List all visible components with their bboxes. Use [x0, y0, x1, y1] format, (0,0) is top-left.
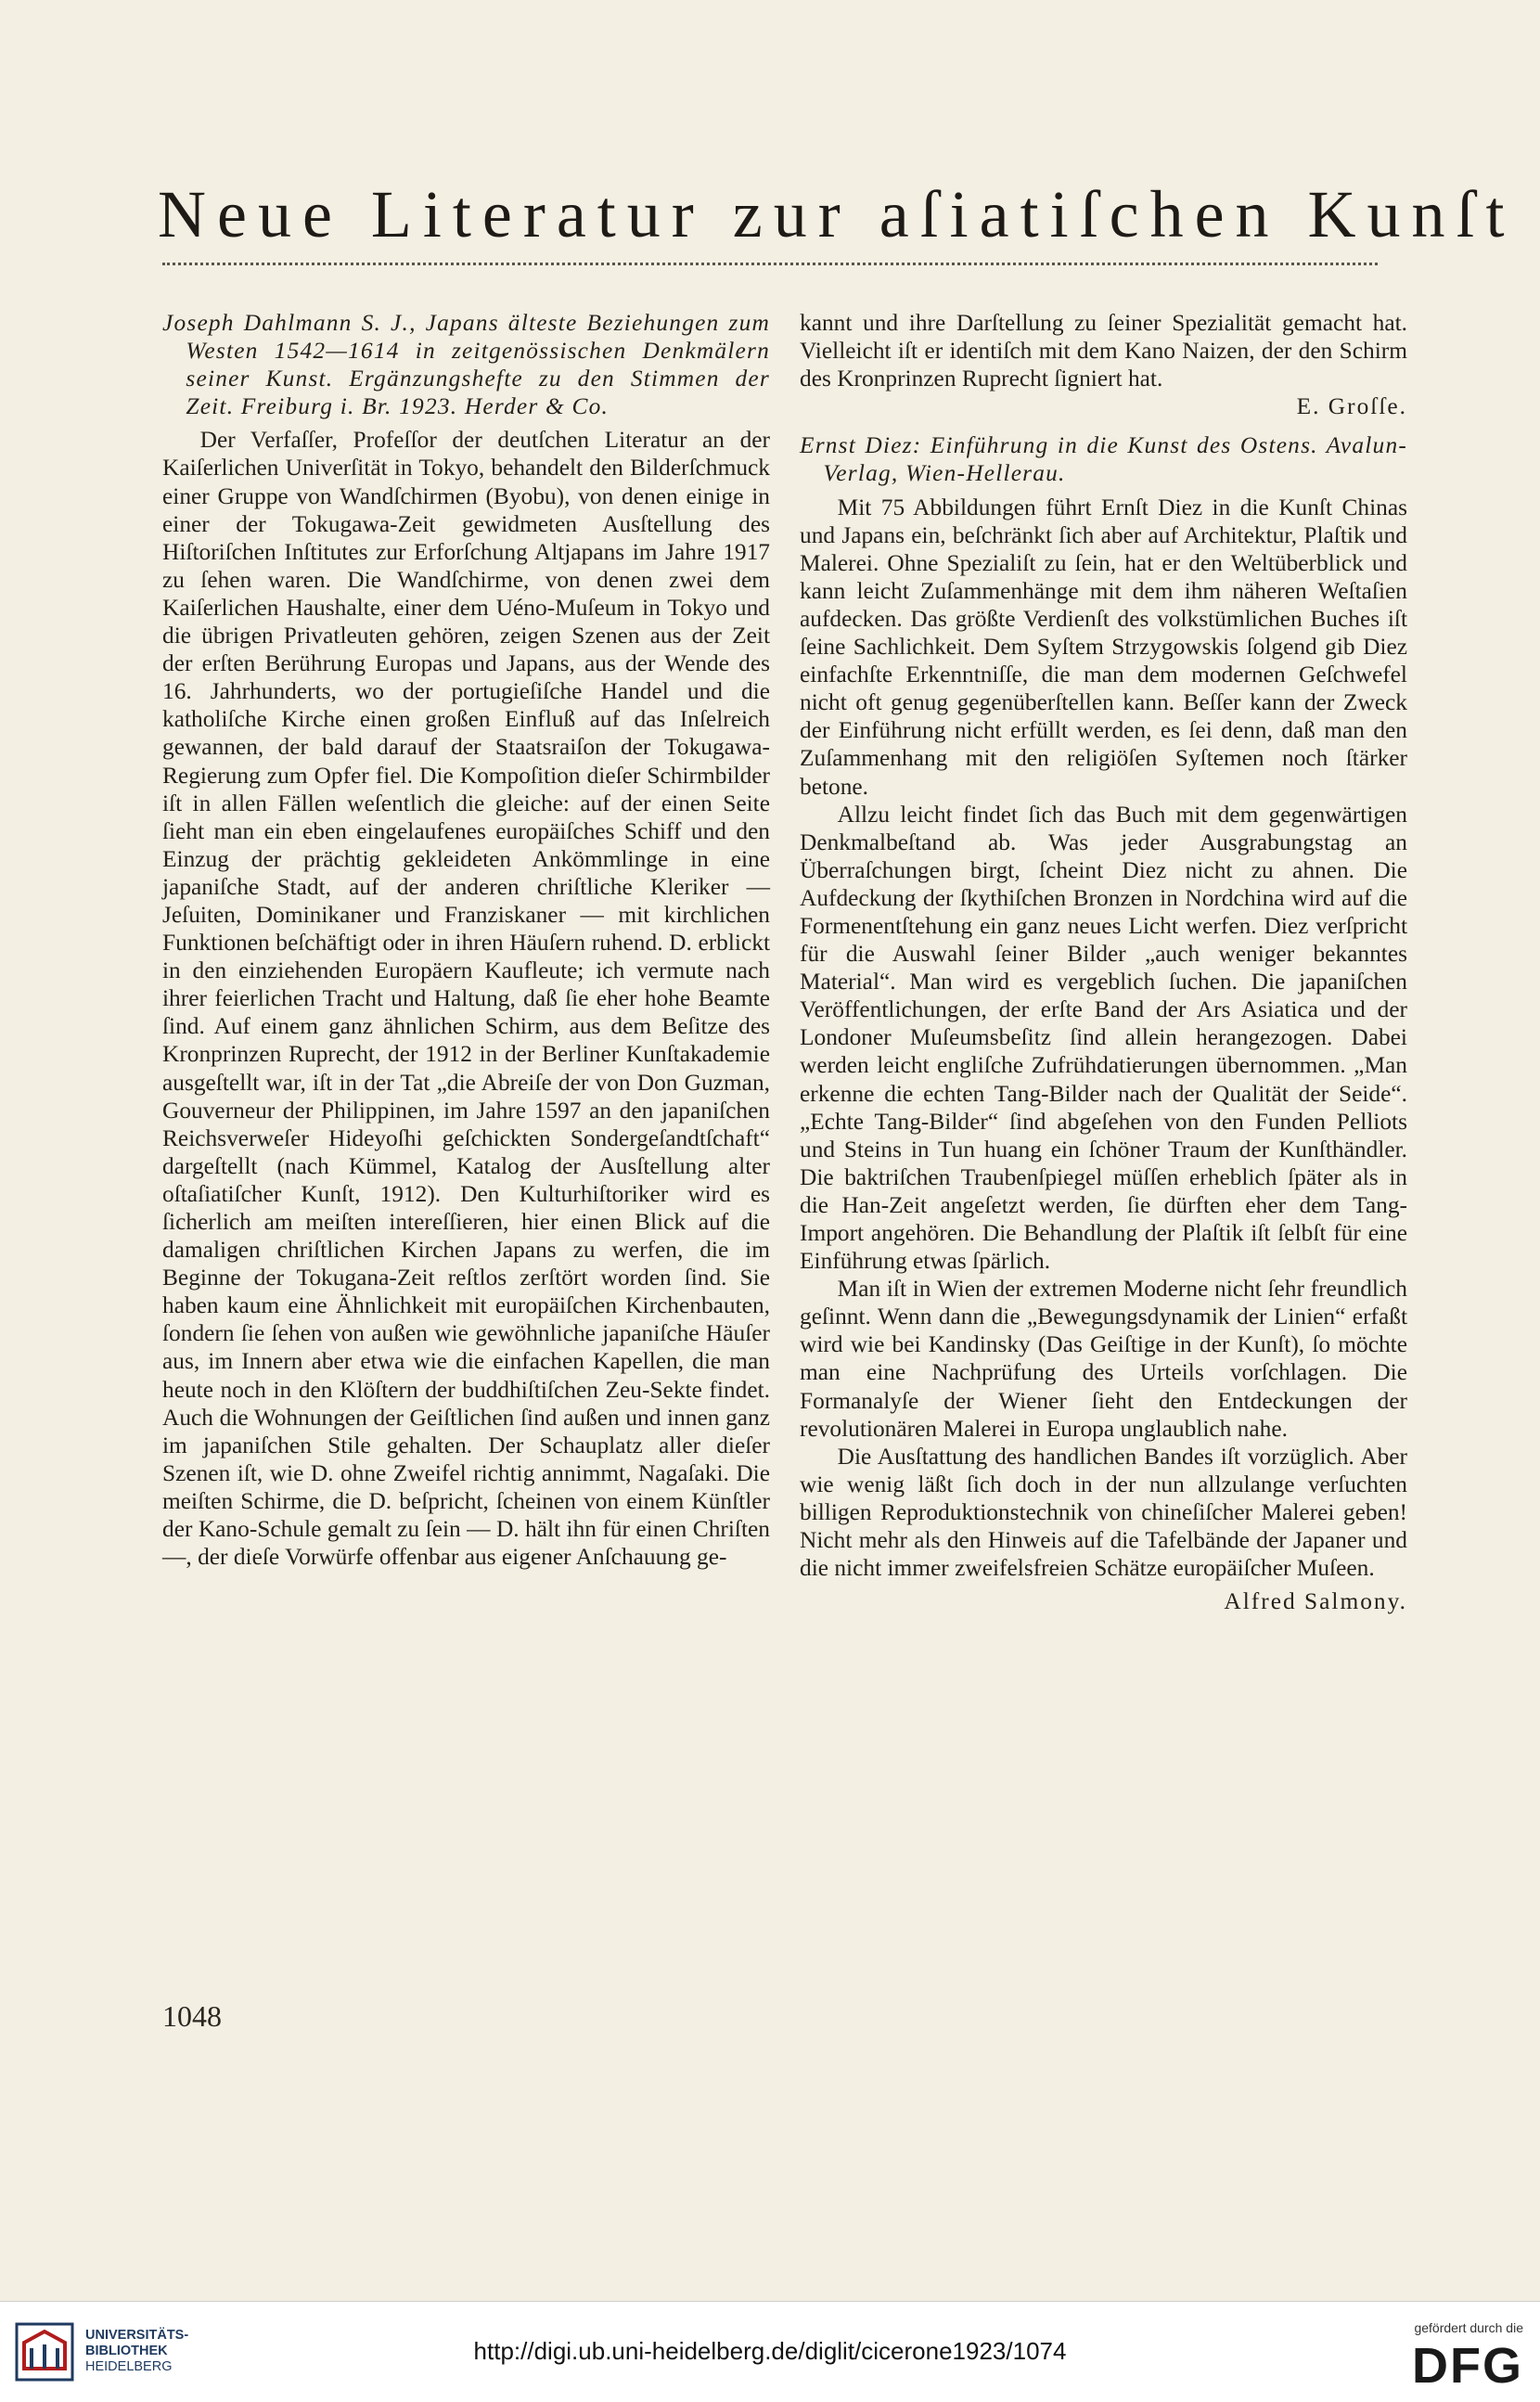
bibliography-dahlmann: Joseph Dahlmann S. J., Japans älteste Beziehungen zum Westen 1542—1614 in zeitgenössischen Denkmälern seiner Kunst. Ergänzungshefte zu den Stimmen der Zeit. Freiburg i. Br. 1923. Herder & Co. [162, 310, 770, 420]
right-column [800, 309, 1407, 1615]
title-divider [162, 263, 1378, 265]
page-number: 1048 [162, 1999, 222, 2033]
left-column [162, 309, 770, 1571]
review-diez-paragraph-1: Mit 75 Abbildungen führt Ernſt Diez in die Kunſt Chinas und Japans ein, beſchränkt ſich aber auf Architektur, Plaſtik und Malerei. Ohne Spezialiſt zu ſein, hat er den Weltüberblick und kann leicht Zuſammenhänge mit dem ihm näheren Weſtaſien aufdecken. Das größte Verdienſt des volkstümlichen Buches iſt ſeine Sachlichkeit. Dem Syſtem Strzygowskis ſolgend gib Diez einfachſte Erkenntniſſe, die man dem modernen Geſchwefel nicht oft genug gegenüberſtellen kann. Beſſer kann der Zweck der Einführung nicht erfüllt werden, es ſei denn, daß man den Zuſammenhang mit den religiöſen Syſtemen noch ſtärker betone. [800, 494, 1407, 800]
review-diez-paragraph-2: Allzu leicht findet ſich das Buch mit dem gegenwärtigen Denkmalbeſtand ab. Was jeder Ausgrabungstag an Überraſchungen birgt, ſcheint Diez nicht zu ahnen. Die Aufdeckung der ſkythiſchen Bronzen in Nordchina wird auf die Formenentſtehung ein ganz neues Licht werfen. Diez verſpricht für die Auswahl ſeiner Bilder „auch weniger bekanntes Material“. Man wird es vergeblich ſuchen. Die japaniſchen Veröffentlichungen, der erſte Band der Ars Asiatica und der Londoner Muſeumsbeſitz ſind allein herangezogen. Dabei werden leicht engliſche Zufrühdatierungen übernommen. „Man erkenne die echten Tang-Bilder nach der Qualität der Seide“. „Echte Tang-Bilder“ ſind abgeſehen von den Funden Pelliots und Steins in Tun huang ein ſchöner Traum der Kunſthändler. Die baktriſchen Traubenſpiegel müſſen erheblich ſpäter als in die Han-Zeit angeſetzt werden, ſie dürften eher dem Tang-Import angehören. Die Behandlung der Plaſtik iſt ſelbſt für eine Einführung etwas ſpärlich. [800, 801, 1407, 1275]
review-dahlmann-paragraph: Der Verfaſſer, Profeſſor der deutſchen Literatur an der Kaiſerlichen Univerſität in Tokyo, behandelt den Bilderſchmuck einer Gruppe von Wandſchirmen (Byobu), von denen einige in einer der Tokugawa-Zeit gewidmeten Ausſtellung des Hiſtoriſchen Inſtitutes zur Erforſchung Altjapans im Jahre 1917 zu ſehen waren. Die Wandſchirme, von denen zwei dem Kaiſerlichen Haushalte, einer dem Uéno-Muſeum in Tokyo und die übrigen Privatleuten gehören, zeigen Szenen aus der Zeit der erſten Berührung Europas und Japans, aus der Wende des 16. Jahrhunderts, wo der portugieſiſche Handel und die katholiſche Kirche einen großen Einfluß auf das Inſelreich gewannen, der bald darauf der Staatsraiſon der Tokugawa-Regierung zum Opfer fiel. Die Kompoſition dieſer Schirmbilder iſt in allen Fällen weſentlich die gleiche: auf der einen Seite ſieht man ein eben eingelaufenes europäiſches Schiff und den Einzug der prächtig gekleideten Ankömmlinge in eine japaniſche Stadt, auf der anderen chriſtliche Kleriker — Jeſuiten, Dominikaner und Franziskaner — mit kirchlichen Funktionen beſchäftigt oder in ihren Häuſern ruhend. D. erblickt in den einziehenden Europäern Kaufleute; ich vermute nach ihrer feierlichen Tracht und Haltung, daß ſie eher hohe Beamte ſind. Auf einem ganz ähnlichen Schirm, aus dem Beſitze des Kronprinzen Ruprecht, der 1912 in der Berliner Kunſtakademie ausgeſtellt war, iſt in der Tat „die Abreiſe der von Don Guzman, Gouverneur der Philippinen, im Jahre 1597 an den japaniſchen Reichsverweſer Hideyoſhi geſchickten Sondergeſandtſchaft“ dargeſtellt (nach Kümmel, Katalog der Ausſtellung alter oſtaſiatiſcher Kunſt, 1912). Den Kulturhiſtoriker wird es ſicherlich am meiſten intereſſieren, hier einen Blick auf die damaligen chriſtlichen Kirchen Japans zu werfen, die im Beginne der Tokugana-Zeit reſtlos zerſtört worden ſind. Sie haben kaum eine Ähnlichkeit mit europäiſchen Kirchenbauten, ſondern ſie ſehen von außen wie gewöhnliche japaniſche Häuſer aus, im Innern aber etwa wie die einfachen Kapellen, die man heute noch in den Klöſtern der buddhiſtiſchen Zeu-Sekte findet. Auch die Wohnungen der Geiſtlichen ſind außen und innen ganz im japaniſchen Stile gehalten. Der Schauplatz aller dieſer Szenen iſt, wie D. ohne Zweifel richtig annimmt, Nagaſaki. Die meiſten Schirme, die D. beſpricht, ſcheinen von einem Künſtler der Kano-Schule gemalt zu ſein — D. hält ihn für einen Chriſten —, der dieſe Vorwürfe offenbar aus eigener Anſchauung ge- [162, 427, 770, 1571]
dfg-logo: DFG [1412, 2338, 1523, 2394]
review-diez-paragraph-3: Man iſt in Wien der extremen Moderne nicht ſehr freundlich geſinnt. Wenn dann die „Bewegungsdynamik der Linien“ erfaßt wird wie bei Kandinsky (Das Geiſtige in der Kunſt), ſo möchte man eine Nachprüfung des Urteils vorſchlagen. Die Formanalyſe der Wiener ſieht den Entdeckungen der revolutionären Malerei in Europa unglaublich nahe. [800, 1276, 1407, 1442]
library-name-line: UNIVERSITÄTS- [85, 2328, 189, 2343]
source-url-link[interactable]: http://digi.ub.uni-heidelberg.de/diglit/cicerone1923/1074 [473, 2337, 1067, 2365]
library-name-line: HEIDELBERG [85, 2359, 173, 2374]
signature-grosse: E. Groſſe. [1296, 393, 1407, 420]
library-name-line: BIBLIOTHEK [85, 2344, 168, 2358]
review-dahlmann-continuation: kannt und ihre Darſtellung zu ſeiner Spezialität gemacht hat. Vielleicht iſt er identiſch mit dem Kano Naizen, der den Schirm des Kronprinzen Ruprecht ſigniert hat. [800, 310, 1407, 392]
bibliography-diez: Ernst Diez: Einführung in die Kunst des Ostens. Avalun-Verlag, Wien-Hellerau. [800, 432, 1407, 487]
digitization-footer [0, 2301, 1540, 2402]
article-title: Neue Literatur zur aſiatiſchen Kunſt [158, 177, 1516, 251]
funding-caption: gefördert durch die [1414, 2320, 1523, 2335]
review-diez-paragraph-4: Die Ausſtattung des handlichen Bandes iſt vorzüglich. Aber wie wenig läßt ſich doch in der nun allzulange verſuchten billigen Reproduktionstechnik von chineſiſcher Malerei geben! Nicht mehr als den Hinweis auf die Tafelbände der Japaner und die nicht immer zweifelsfreien Schätze europäiſcher Muſeen. [800, 1443, 1407, 1582]
signature-salmony: Alfred Salmony. [1224, 1588, 1407, 1615]
